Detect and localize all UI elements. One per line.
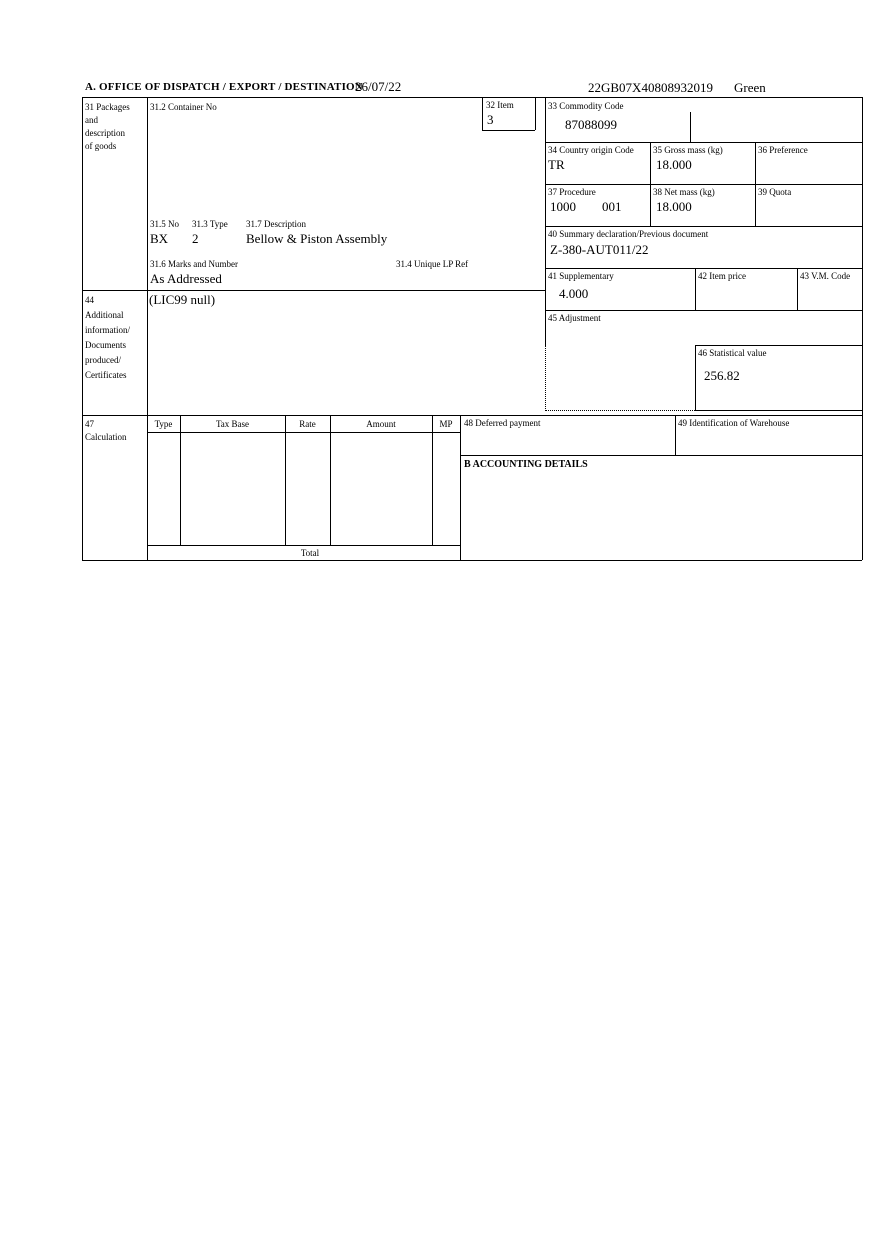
dotted-border-line — [545, 410, 695, 411]
gross-mass-value: 18.000 — [656, 157, 692, 172]
commodity-code-value: 87088099 — [565, 117, 617, 132]
border-line — [535, 97, 536, 130]
border-line — [690, 112, 691, 142]
border-line — [432, 415, 433, 545]
net-mass-label: 38 Net mass (kg) — [653, 187, 715, 197]
border-line — [82, 97, 862, 98]
border-line — [482, 130, 535, 131]
country-origin-label: 34 Country origin Code — [548, 145, 634, 155]
border-line — [285, 415, 286, 545]
border-line — [545, 142, 862, 143]
border-line — [147, 545, 460, 546]
item-price-label: 42 Item price — [698, 271, 746, 281]
border-line — [82, 290, 545, 291]
border-line — [695, 410, 862, 411]
item-number-label: 32 Item — [486, 100, 514, 110]
border-line — [695, 345, 696, 410]
item-number-value: 3 — [487, 112, 494, 127]
border-line — [545, 226, 862, 227]
border-line — [330, 415, 331, 545]
calc-column-rate: Rate — [299, 419, 316, 429]
border-line — [797, 268, 798, 310]
supplementary-units-value: 4.000 — [559, 286, 589, 301]
container-no-label: 31.2 Container No — [150, 102, 217, 112]
box31-label-line: 31 Packages — [85, 102, 130, 112]
package-type-label: 31.3 Type — [192, 219, 228, 229]
box31-label-line: description — [85, 128, 125, 138]
border-line — [147, 97, 148, 560]
calc-total-label: Total — [300, 548, 320, 558]
goods-description-value: Bellow & Piston Assembly — [246, 231, 388, 246]
statistical-value-label: 46 Statistical value — [698, 348, 767, 358]
country-origin-value: TR — [548, 157, 565, 172]
border-line — [82, 560, 862, 561]
box31-label — [85, 101, 130, 153]
calc-column-mp: MP — [439, 419, 453, 429]
supplementary-units-label: 41 Supplementary — [548, 271, 614, 281]
marks-and-number-value: As Addressed — [150, 271, 222, 286]
box44-label-line: produced/ — [85, 355, 121, 365]
summary-declaration-label: 40 Summary declaration/Previous document — [548, 229, 709, 239]
border-line — [82, 415, 862, 416]
border-line — [862, 97, 863, 560]
box31-label-line: of goods — [85, 141, 117, 151]
package-no-label: 31.5 No — [150, 219, 179, 229]
procedure-label: 37 Procedure — [548, 187, 596, 197]
box44-label-line: Certificates — [85, 370, 127, 380]
net-mass-value: 18.000 — [656, 199, 692, 214]
border-line — [82, 97, 83, 560]
additional-information-value: (LIC99 null) — [149, 292, 216, 307]
box44-label-line: Documents — [85, 340, 126, 350]
border-line — [545, 97, 546, 345]
calc-column-tax-base: Tax Base — [215, 419, 250, 429]
border-line — [755, 142, 756, 226]
border-line — [482, 97, 483, 130]
quota-label: 39 Quota — [758, 187, 792, 197]
box44-label-line: information/ — [85, 325, 130, 335]
commodity-code-label: 33 Commodity Code — [548, 101, 624, 111]
calc-column-amount: Amount — [366, 419, 396, 429]
procedure-value-1: 1000 — [550, 199, 576, 214]
accounting-details-label: B ACCOUNTING DETAILS — [464, 459, 588, 470]
adjustment-label: 45 Adjustment — [548, 313, 601, 323]
border-line — [460, 415, 461, 560]
border-line — [545, 184, 862, 185]
declaration-date: 26/07/22 — [355, 79, 402, 94]
box44-label-line: Additional — [85, 310, 124, 320]
border-line — [650, 142, 651, 226]
goods-description-label: 31.7 Description — [246, 219, 306, 229]
package-no-value: BX — [150, 231, 169, 246]
statistical-value-value: 256.82 — [704, 368, 740, 383]
office-of-dispatch-label: A. OFFICE OF DISPATCH / EXPORT / DESTINATION — [85, 81, 363, 93]
border-line — [675, 415, 676, 455]
deferred-payment-label: 48 Deferred payment — [464, 418, 541, 428]
box47-label-line: Calculation — [85, 432, 127, 442]
package-type-value: 2 — [192, 231, 199, 246]
border-line — [545, 310, 862, 311]
border-line — [147, 432, 460, 433]
warehouse-id-label: 49 Identification of Warehouse — [678, 418, 790, 428]
gross-mass-label: 35 Gross mass (kg) — [653, 145, 723, 155]
border-line — [695, 345, 862, 346]
box44-label — [85, 293, 130, 383]
preference-label: 36 Preference — [758, 145, 808, 155]
routing-status: Green — [734, 80, 766, 95]
box44-label-line: 44 — [85, 295, 94, 305]
box47-label-line: 47 — [85, 419, 94, 429]
vm-code-label: 43 V.M. Code — [800, 271, 851, 281]
mrn-number: 22GB07X40808932019 — [588, 80, 713, 95]
summary-declaration-value: Z-380-AUT011/22 — [550, 242, 649, 257]
marks-and-number-label: 31.6 Marks and Number — [150, 259, 238, 269]
border-line — [545, 268, 862, 269]
border-line — [695, 268, 696, 310]
unique-lp-ref-label: 31.4 Unique LP Ref — [396, 259, 469, 269]
box47-label — [85, 418, 127, 444]
dotted-border-line — [545, 345, 546, 411]
box31-label-line: and — [85, 115, 98, 125]
border-line — [180, 415, 181, 545]
calc-column-type: Type — [154, 419, 173, 429]
border-line — [460, 455, 862, 456]
procedure-value-2: 001 — [602, 199, 622, 214]
